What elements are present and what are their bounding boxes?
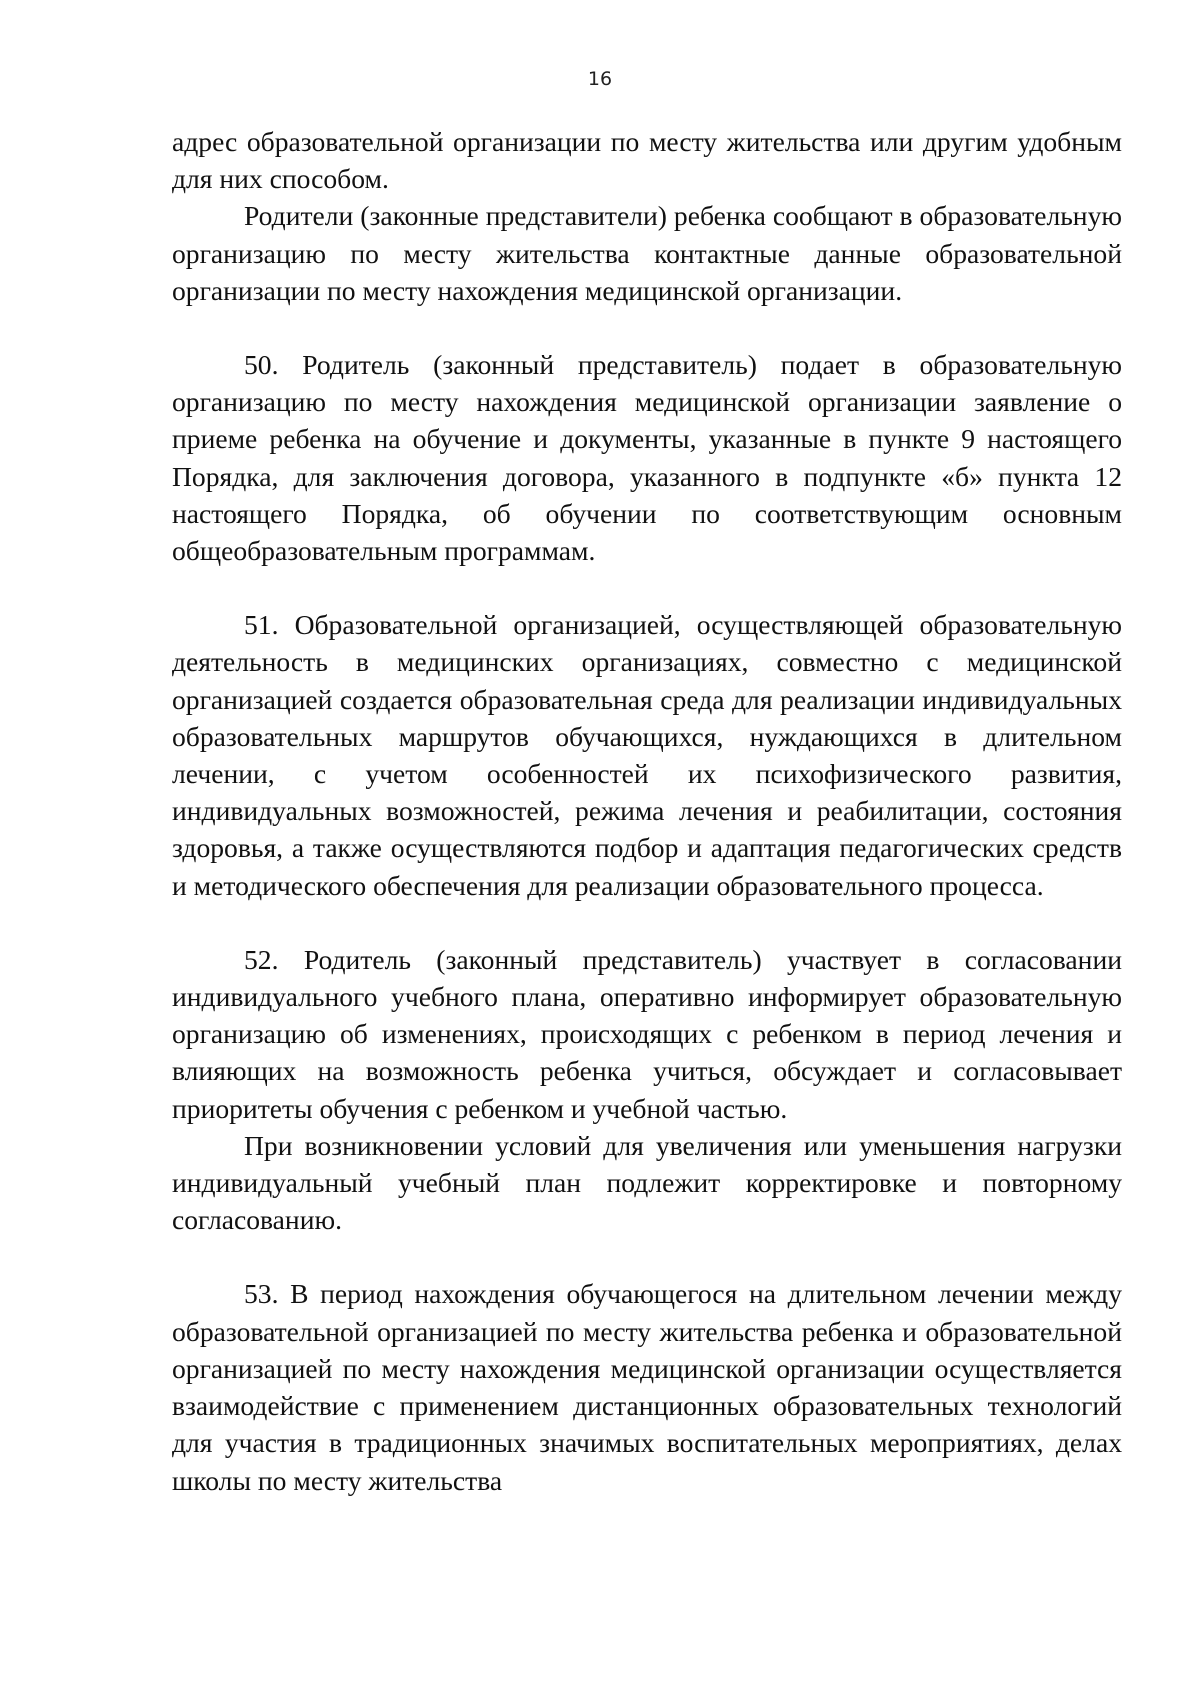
paragraph-parents-contact: Родители (законные представители) ребенка сообщают в образовательную организацию по месту жительства контактные данные образовательной организации по месту нахождения медицинской организации. — [172, 200, 1122, 306]
paragraph-53: 53. В период нахождения обучающегося на длительном лечении между образовательной организацией по месту жительства ребенка и образовательной организацией по месту нахождения медицинской организации осуществляется взаимодействие с применением дистанционных образовательных технологий для участия в традиционных значимых воспитательных мероприятиях, делах школы по месту жительства — [172, 1278, 1122, 1496]
paragraph-52: 52. Родитель (законный представитель) участвует в согласовании индивидуального учебного плана, оперативно информирует образовательную организацию об изменениях, происходящих с ребенком в период лечения и влияющих на возможность ребенка учиться, обсуждает и согласовывает приоритеты обучения с ребенком и учебной частью. — [172, 943, 1122, 1124]
document-body — [172, 123, 1122, 1499]
paragraph-52-load: При возникновении условий для увеличения или уменьшения нагрузки индивидуальный учебный план подлежит корректировке и повторному согласованию. — [172, 1129, 1122, 1236]
paragraph-50: 50. Родитель (законный представитель) подает в образовательную организацию по месту нахождения медицинской организации заявление о приеме ребенка на обучение и документы, указанные в пункте 9 настоящего Порядка, для заключения договора, указанного в подпункте «б» пункта 12 настоящего Порядка, об обучении по соответствующим основным общеобразовательным программам. — [172, 349, 1122, 567]
paragraph-continuation: адрес образовательной организации по месту жительства или другим удобным для них способом. — [172, 126, 1122, 195]
paragraph-51: 51. Образовательной организацией, осуществляющей образовательную деятельность в медицинских организациях, совместно с медицинской организацией создается образовательная среда для реализации индивидуальных образовательных маршрутов обучающихся, нуждающихся в длительном лечении, с учетом особенностей их психофизического развития, индивидуальных возможностей, режима лечения и реабилитации, состояния здоровья, а также осуществляются подбор и адаптация педагогических средств и методического обеспечения для реализации образовательного процесса. — [172, 609, 1122, 901]
page-number: 16 — [587, 68, 613, 90]
